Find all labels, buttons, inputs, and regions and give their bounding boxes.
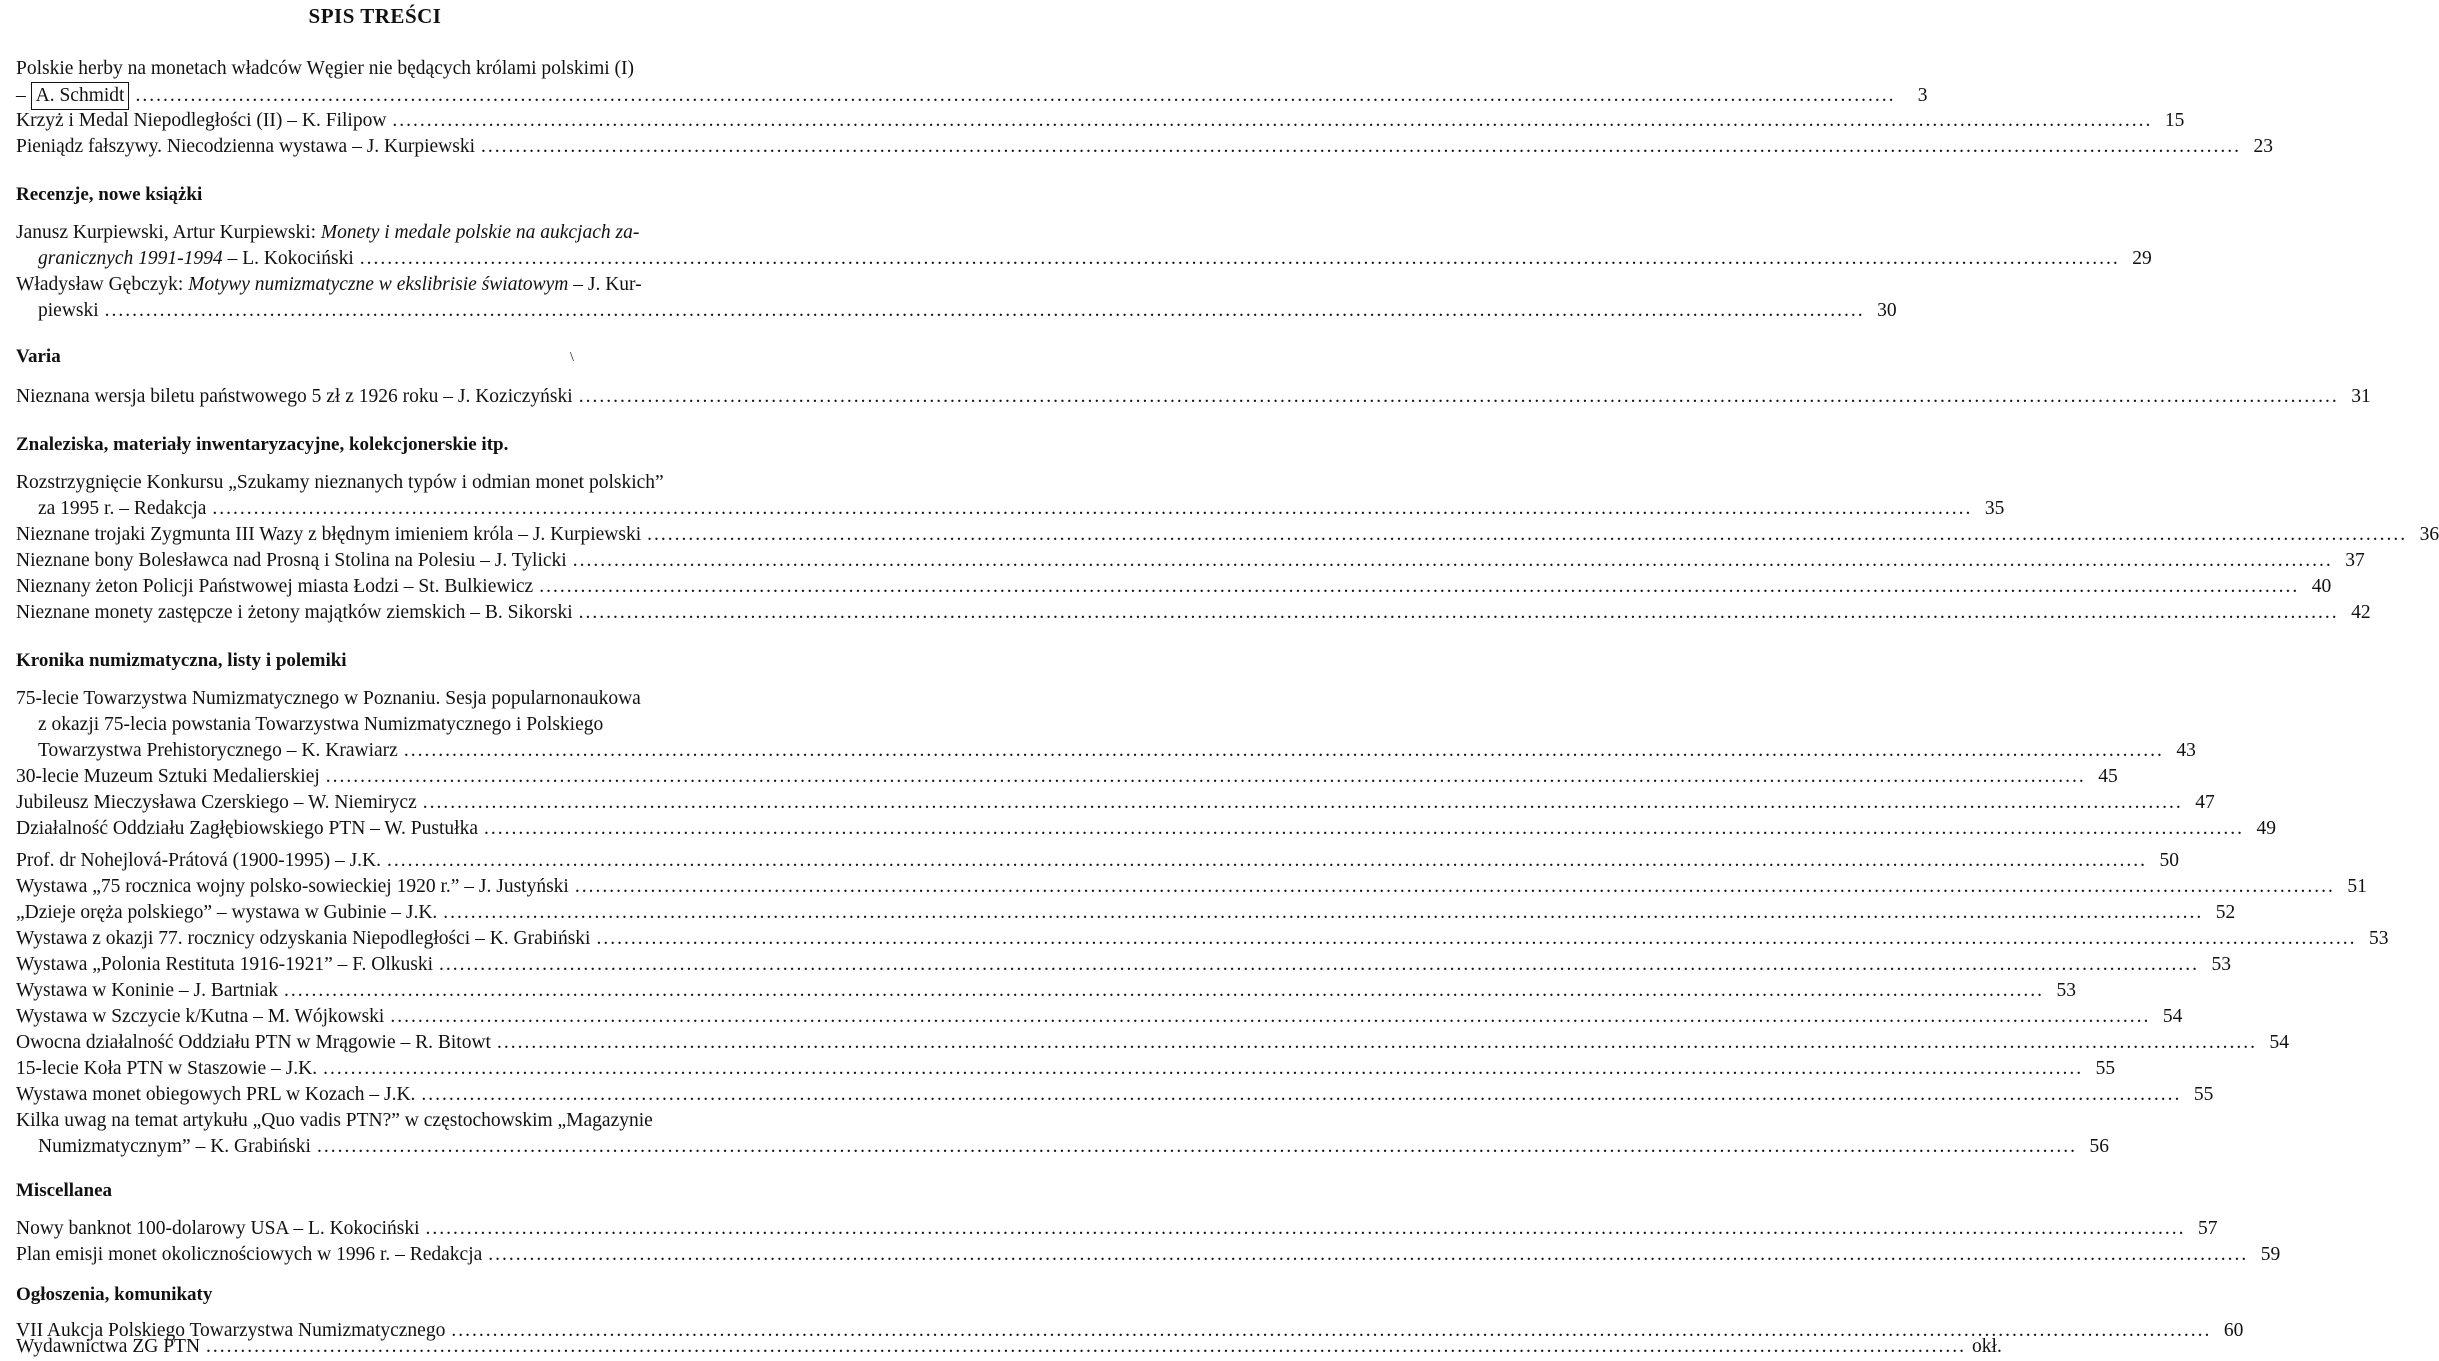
page-number: 35	[1984, 498, 2005, 519]
page-number: 3	[1917, 85, 1928, 106]
entry-text: Nieznane trojaki Zygmunta III Wazy z błędnym imieniem króla – J. Kurpiewski	[16, 524, 642, 545]
page-number: 15	[2164, 110, 2185, 131]
page-number: 57	[2198, 1218, 2218, 1239]
entry-text: Wydawnictwa ZG PTN	[16, 1336, 201, 1357]
page-number: 23	[2253, 136, 2274, 157]
dot-leader: ................................................................................................................................................................................................................................................................	[284, 980, 2045, 1001]
book-title: Motywy numizmatyczne w ekslibrisie światowym	[188, 274, 569, 295]
dot-leader: ................................................................................................................................................................................................................................................................	[403, 740, 2164, 761]
dot-leader: ................................................................................................................................................................................................................................................................	[422, 792, 2183, 813]
toc-entry	[16, 522, 2439, 548]
page-number: 29	[2132, 248, 2152, 269]
dot-leader: ................................................................................................................................................................................................................................................................	[387, 850, 2148, 871]
dot-leader: ................................................................................................................................................................................................................................................................	[206, 1336, 1967, 1357]
toc-entry	[16, 764, 2118, 790]
dot-leader: ................................................................................................................................................................................................................................................................	[483, 818, 2244, 839]
dot-leader: ................................................................................................................................................................................................................................................................	[135, 85, 1896, 106]
entry-text: Wystawa monet obiegowych PRL w Kozach – J.K.	[16, 1084, 416, 1105]
entry-text: Nowy banknot 100-dolarowy USA – L. Kokociński	[16, 1218, 420, 1239]
author-box: A. Schmidt	[31, 82, 130, 110]
page-number: 53	[2368, 928, 2389, 949]
dot-leader: ................................................................................................................................................................................................................................................................	[390, 1006, 2151, 1027]
toc-entry	[16, 600, 2371, 626]
section-heading: Znaleziska, materiały inwentaryzacyjne, kolekcjonerskie itp.	[16, 434, 509, 455]
dot-leader: ................................................................................................................................................................................................................................................................	[451, 1320, 2212, 1341]
entry-text: Jubileusz Mieczysława Czerskiego – W. Niemirycz	[16, 792, 417, 813]
toc-entry	[16, 900, 2236, 926]
entry-text: Nieznana wersja biletu państwowego 5 zł z 1926 roku – J. Koziczyński	[16, 386, 573, 407]
toc-entry-line	[16, 272, 736, 298]
toc-entry	[38, 1134, 2109, 1160]
dot-leader: ................................................................................................................................................................................................................................................................	[316, 1136, 2077, 1157]
dot-leader: ................................................................................................................................................................................................................................................................	[325, 766, 2086, 787]
dot-leader: ................................................................................................................................................................................................................................................................	[439, 954, 2200, 975]
entry-text: Janusz Kurpiewski, Artur Kurpiewski:	[16, 222, 321, 243]
page-number: 59	[2260, 1244, 2281, 1265]
dot-leader: ................................................................................................................................................................................................................................................................	[425, 1218, 2186, 1239]
dot-leader: ................................................................................................................................................................................................................................................................	[539, 576, 2300, 597]
entry-text: za 1995 r. – Redakcja	[38, 498, 207, 519]
dot-leader: ................................................................................................................................................................................................................................................................	[596, 928, 2357, 949]
page-number: 30	[1877, 300, 1897, 321]
entry-text: piewski	[38, 300, 99, 321]
page-number: 54	[2162, 1006, 2183, 1027]
page-number: 40	[2311, 576, 2332, 597]
page-number: 56	[2089, 1136, 2109, 1157]
page-number: 52	[2215, 902, 2236, 923]
dot-leader: ................................................................................................................................................................................................................................................................	[647, 524, 2408, 545]
page-number: 47	[2195, 792, 2215, 813]
entry-text: Wystawa z okazji 77. rocznicy odzyskania Niepodległości – K. Grabiński	[16, 928, 591, 949]
toc-entry	[16, 384, 2371, 410]
page-number: 50	[2159, 850, 2180, 871]
entry-text: Wystawa „Polonia Restituta 1916-1921” – F. Olkuski	[16, 954, 434, 975]
stray-mark: \	[570, 350, 574, 365]
toc-entry	[16, 574, 2332, 600]
toc-entry	[16, 1082, 2214, 1108]
entry-text: Wystawa w Koninie – J. Bartniak	[16, 980, 279, 1001]
toc-entry	[16, 978, 2077, 1004]
dot-leader: ................................................................................................................................................................................................................................................................	[421, 1084, 2182, 1105]
dot-leader: ................................................................................................................................................................................................................................................................	[359, 248, 2120, 269]
page-number: 43	[2176, 740, 2196, 761]
entry-text: Wystawa „75 rocznica wojny polsko-sowieckiej 1920 r.” – J. Justyński	[16, 876, 569, 897]
entry-text: 30-lecie Muzeum Sztuki Medalierskiej	[16, 766, 320, 787]
dot-leader: ................................................................................................................................................................................................................................................................	[443, 902, 2204, 923]
toc-entry	[16, 82, 1928, 110]
entry-text: Numizmatycznym” – K. Grabiński	[38, 1136, 311, 1157]
toc-entry-line: 75-lecie Towarzystwa Numizmatycznego w Poznaniu. Sesja popularnonaukowa	[16, 688, 641, 709]
section-heading: Kronika numizmatyczna, listy i polemiki	[16, 650, 347, 671]
entry-author: – L. Kokociński	[222, 248, 354, 269]
toc-entry	[16, 1004, 2183, 1030]
entry-text: Owocna działalność Oddziału PTN w Mrągowie – R. Bitowt	[16, 1032, 491, 1053]
toc-entry	[38, 298, 1897, 324]
entry-text: Prof. dr Nohejlová-Prátová (1900-1995) – J.K.	[16, 850, 382, 871]
page-number: 53	[2056, 980, 2077, 1001]
dot-leader: ................................................................................................................................................................................................................................................................	[212, 498, 1973, 519]
entry-text: Działalność Oddziału Zagłębiowskiego PTN – W. Pustułka	[16, 818, 478, 839]
entry-text: Władysław Gębczyk:	[16, 274, 189, 295]
entry-dash: –	[16, 85, 26, 106]
page-number: 45	[2098, 766, 2118, 787]
page-number: 54	[2269, 1032, 2289, 1053]
entry-text: Pieniądz fałszywy. Niecodzienna wystawa – J. Kurpiewski	[16, 136, 476, 157]
toc-entry	[16, 1334, 2002, 1360]
toc-entry	[16, 874, 2367, 900]
dot-leader: ................................................................................................................................................................................................................................................................	[574, 876, 2335, 897]
entry-text: Wystawa w Szczycie k/Kutna – M. Wójkowski	[16, 1006, 385, 1027]
page-number: 53	[2211, 954, 2232, 975]
toc-entry-line: Kilka uwag na temat artykułu „Quo vadis PTN?” w częstochowskim „Magazynie	[16, 1110, 653, 1131]
section-heading: Recenzje, nowe książki	[16, 184, 203, 205]
entry-text: Krzyż i Medal Niepodległości (II) – K. Filipow	[16, 110, 387, 131]
dot-leader: ................................................................................................................................................................................................................................................................	[392, 110, 2153, 131]
dot-leader: ................................................................................................................................................................................................................................................................	[481, 136, 2242, 157]
section-heading: Miscellanea	[16, 1180, 113, 1201]
book-title: granicznych 1991-1994	[38, 248, 223, 269]
toc-entry	[16, 548, 2365, 574]
dot-leader: ................................................................................................................................................................................................................................................................	[578, 602, 2339, 623]
entry-text: 15-lecie Koła PTN w Staszowie – J.K.	[16, 1058, 318, 1079]
entry-text: Plan emisji monet okolicznościowych w 1996 r. – Redakcja	[16, 1244, 483, 1265]
entry-text: Towarzystwa Prehistorycznego – K. Krawiarz	[38, 740, 398, 761]
entry-text: „Dzieje oręża polskiego” – wystawa w Gubinie – J.K.	[16, 902, 438, 923]
toc-entry-line: z okazji 75-lecia powstania Towarzystwa Numizmatycznego i Polskiego	[38, 714, 604, 735]
toc-entry	[16, 790, 2215, 816]
page-number: 31	[2351, 386, 2371, 407]
toc-entry	[38, 496, 2005, 522]
page-number: 51	[2347, 876, 2367, 897]
toc-entry	[16, 816, 2276, 842]
page-number: okł.	[1972, 1336, 2002, 1357]
toc-entry	[16, 848, 2180, 874]
toc-entry	[16, 952, 2232, 978]
dot-leader: ................................................................................................................................................................................................................................................................	[496, 1032, 2257, 1053]
page-number: 49	[2256, 818, 2276, 839]
entry-text: Nieznany żeton Policji Państwowej miasta Łodzi – St. Bulkiewicz	[16, 576, 534, 597]
section-heading: Varia	[16, 346, 61, 367]
entry-text: VII Aukcja Polskiego Towarzystwa Numizmatycznego	[16, 1320, 446, 1341]
entry-text: Nieznane bony Bolesławca nad Prosną i Stolina na Polesiu – J. Tylicki	[16, 550, 567, 571]
section-heading: Ogłoszenia, komunikaty	[16, 1284, 213, 1305]
page-number: 37	[2345, 550, 2365, 571]
toc-entry	[16, 1216, 2218, 1242]
page-number: 36	[2419, 524, 2439, 545]
dot-leader: ................................................................................................................................................................................................................................................................	[323, 1058, 2084, 1079]
toc-entry	[16, 926, 2389, 952]
dot-leader: ................................................................................................................................................................................................................................................................	[104, 300, 1865, 321]
toc-entry	[38, 738, 2196, 764]
page-number: 55	[2193, 1084, 2214, 1105]
dot-leader: ................................................................................................................................................................................................................................................................	[488, 1244, 2249, 1265]
page-title: SPIS TREŚCI	[308, 4, 442, 28]
dot-leader: ................................................................................................................................................................................................................................................................	[572, 550, 2333, 571]
dot-leader: ................................................................................................................................................................................................................................................................	[578, 386, 2339, 407]
toc-entry	[16, 1056, 2116, 1082]
book-title: Monety i medale polskie na aukcjach za-	[320, 222, 640, 243]
entry-author: – J. Kur-	[568, 274, 642, 295]
toc-entry	[16, 108, 2185, 134]
page-number: 55	[2095, 1058, 2116, 1079]
toc-entry	[38, 246, 2152, 272]
toc-entry	[16, 1242, 2281, 1268]
page-number: 60	[2223, 1320, 2244, 1341]
toc-entry	[16, 1030, 2289, 1056]
toc-entry-line: Polskie herby na monetach władców Węgier nie będących królami polskimi (I)	[16, 58, 635, 79]
entry-text: Nieznane monety zastępcze i żetony majątków ziemskich – B. Sikorski	[16, 602, 573, 623]
toc-entry	[16, 134, 2274, 160]
toc-entry-line	[16, 220, 736, 246]
toc-entry-line: Rozstrzygnięcie Konkursu „Szukamy nieznanych typów i odmian monet polskich”	[16, 472, 664, 493]
page-number: 42	[2351, 602, 2371, 623]
